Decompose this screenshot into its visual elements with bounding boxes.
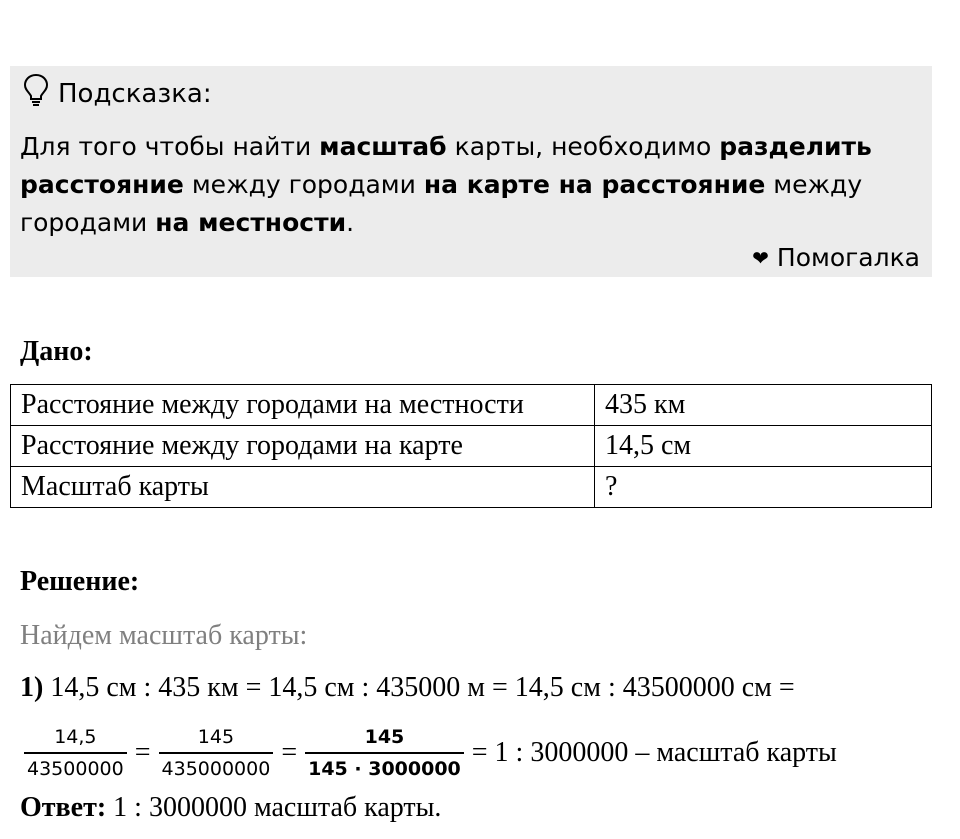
- table-cell: Расстояние между городами на карте: [11, 426, 595, 467]
- fraction-numerator: 14,5: [54, 726, 97, 749]
- fraction-denominator: 43500000: [27, 757, 124, 780]
- table-row: [11, 467, 932, 508]
- heart-icon: ❤: [752, 245, 769, 270]
- solution-step-line: [20, 672, 795, 704]
- hint-text-part: карты, необходимо: [446, 132, 720, 161]
- answer-line: [20, 792, 441, 824]
- table-cell: ?: [595, 467, 932, 508]
- fraction-denominator: 145 · 3000000: [308, 757, 461, 780]
- equals-sign: =: [281, 737, 298, 768]
- given-table: [10, 384, 932, 508]
- hint-title: Подсказка:: [58, 78, 212, 109]
- solution-title: Решение:: [20, 566, 140, 597]
- fraction: [159, 726, 274, 780]
- helper-label: Помогалка: [776, 243, 920, 272]
- step-expression: 14,5 см : 435 км = 14,5 см : 435000 м = 14,5 см : 43500000 см =: [43, 672, 795, 703]
- answer-label: Ответ:: [20, 792, 107, 823]
- hint-header: [22, 72, 212, 115]
- fraction-bar: [24, 752, 127, 754]
- answer-text: 1 : 3000000 масштаб карты.: [106, 792, 442, 823]
- hint-text-part: между городами: [20, 170, 863, 237]
- solution-intro: Найдем масштаб карты:: [20, 620, 308, 651]
- hint-text-part: между городами: [183, 170, 424, 199]
- hint-text: [20, 128, 920, 242]
- hint-text-part: Для того чтобы найти: [20, 132, 320, 161]
- table-row: [11, 426, 932, 467]
- fraction-line: [20, 722, 841, 784]
- hint-text-part: разделить расстояние: [20, 132, 872, 199]
- fraction-bar: [305, 752, 464, 754]
- helper-link[interactable]: [752, 243, 920, 272]
- fraction-denominator: 435000000: [161, 757, 271, 780]
- lightbulb-icon: [22, 72, 50, 115]
- fraction-numerator: 145: [197, 726, 235, 749]
- table-cell: Масштаб карты: [11, 467, 595, 508]
- equals-sign: =: [134, 737, 151, 768]
- hint-text-part: масштаб: [319, 132, 447, 161]
- step-label: 1): [20, 672, 44, 703]
- hint-text-part: .: [346, 208, 355, 237]
- table-row: [11, 385, 932, 426]
- table-cell: Расстояние между городами на местности: [11, 385, 595, 426]
- hint-text-part: на карте на расстояние: [423, 170, 766, 199]
- table-cell: 435 км: [595, 385, 932, 426]
- given-title: Дано:: [20, 336, 93, 367]
- fraction: [24, 726, 127, 780]
- result-text: = 1 : 3000000 – масштаб карты: [471, 737, 837, 768]
- fraction-bar: [159, 752, 274, 754]
- table-cell: 14,5 см: [595, 426, 932, 467]
- hint-text-part: на местности: [155, 208, 347, 237]
- fraction-numerator: 145: [364, 726, 405, 749]
- fraction: [305, 726, 464, 780]
